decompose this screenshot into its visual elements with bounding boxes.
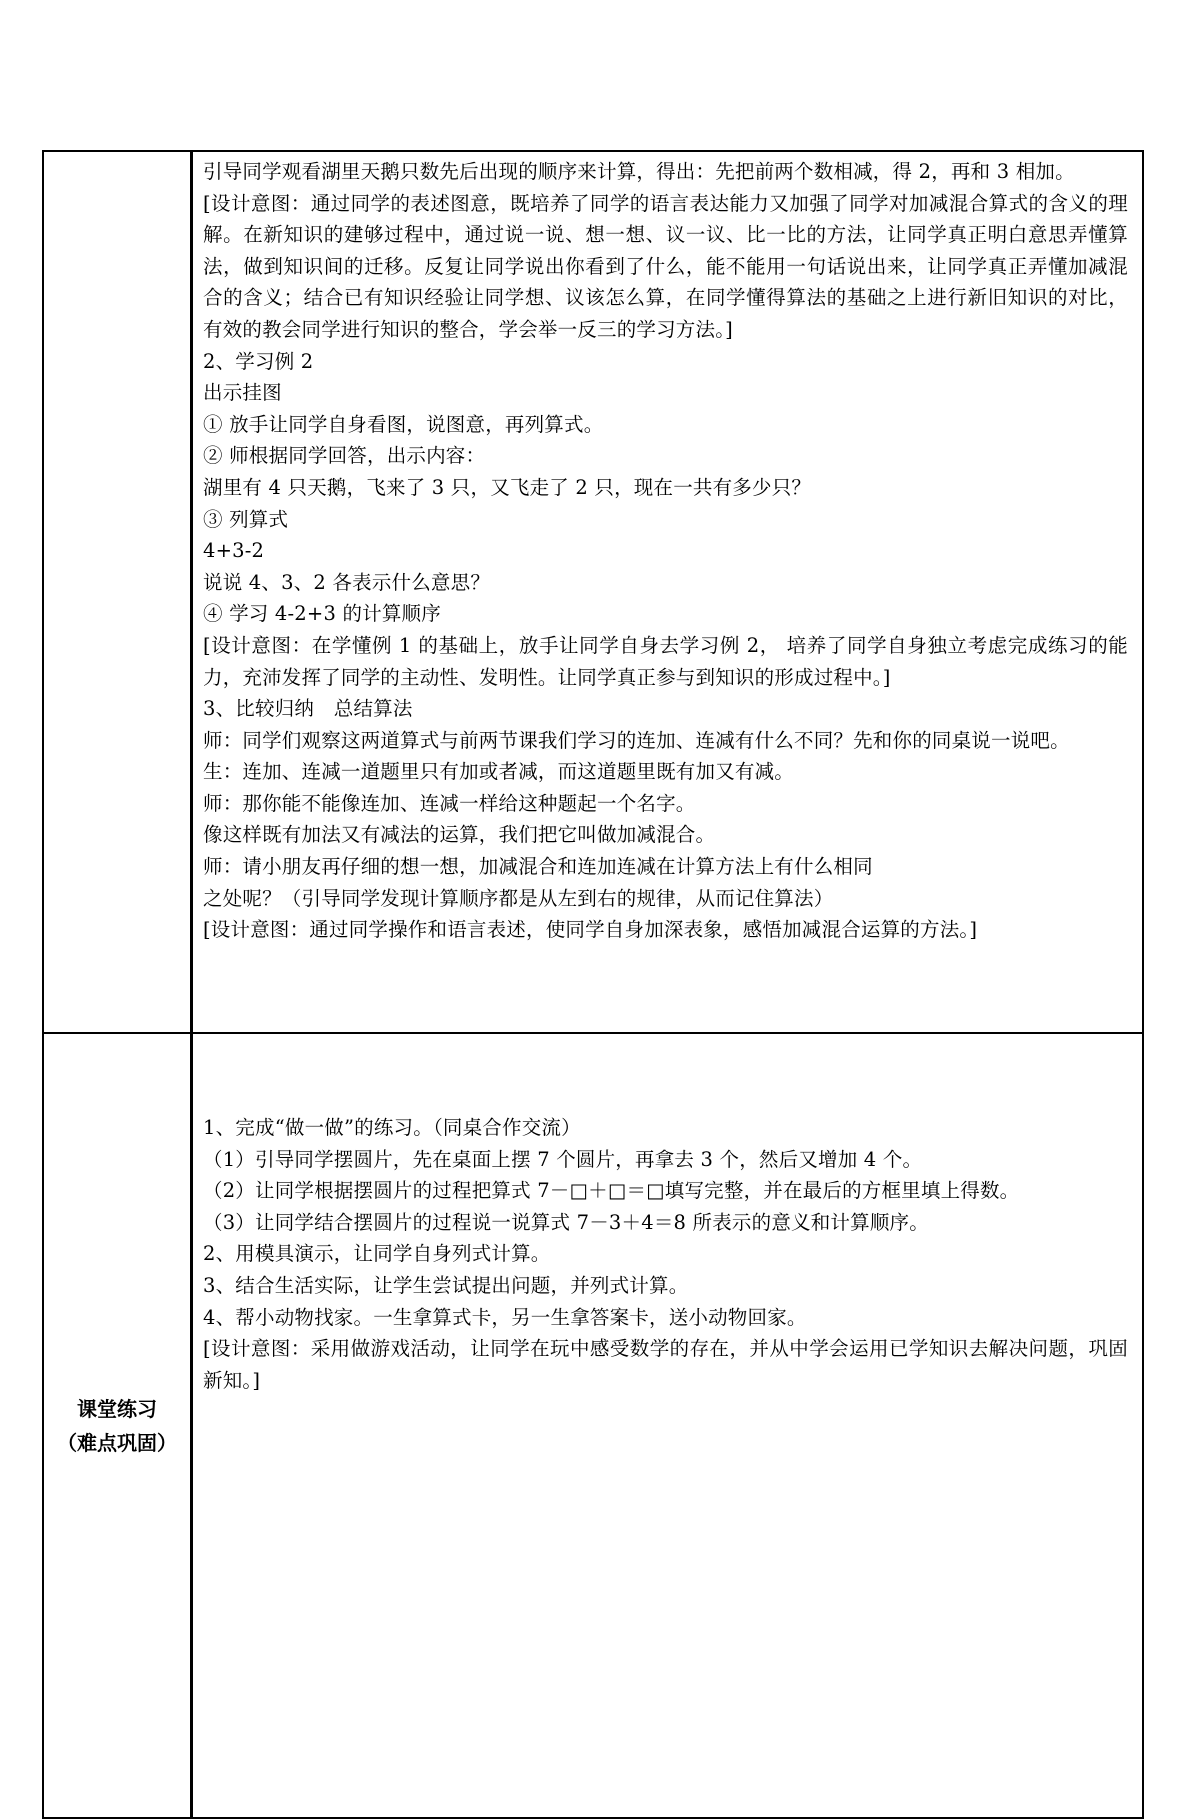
paragraph: ③ 列算式 bbox=[203, 507, 289, 531]
cell-content bbox=[193, 152, 1142, 946]
paragraph: 师：那你能不能像连加、连减一样给这种题起一个名字。 bbox=[203, 791, 696, 815]
paragraph: 4、帮小动物找家。一生拿算式卡，另一生拿答案卡，送小动物回家。 bbox=[203, 1305, 807, 1329]
paragraph: 之处呢？（引导同学发现计算顺序都是从左到右的规律，从而记住算法） bbox=[203, 886, 834, 910]
paragraph: 2、用模具演示，让同学自身列式计算。 bbox=[203, 1242, 551, 1266]
lesson-plan-table bbox=[42, 150, 1144, 1819]
paragraph: [设计意图：采用做游戏活动，让同学在玩中感受数学的存在，并从中学会运用已学知识去解决问题，巩固新知。] bbox=[203, 1337, 1128, 1392]
cell-content bbox=[193, 1034, 1142, 1396]
row-content-cell bbox=[192, 151, 1144, 1033]
paragraph: 1、完成“做一做”的练习。（同桌合作交流） bbox=[203, 1116, 581, 1139]
paragraph: 说说 4、3、2 各表示什么意思？ bbox=[203, 570, 491, 594]
paragraph: 4+3-2 bbox=[203, 539, 265, 563]
paragraph: 3、结合生活实际，让学生尝试提出问题，并列式计算。 bbox=[203, 1273, 689, 1297]
paragraph: 出示挂图 bbox=[203, 381, 282, 405]
table-row bbox=[43, 151, 1143, 1033]
paragraph: 湖里有 4 只天鹅，飞来了 3 只，又飞走了 2 只，现在一共有多少只？ bbox=[203, 475, 812, 499]
paragraph: [设计意图：在学懂例 1 的基础上，放手让同学自身去学习例 2， 培养了同学自身独立考虑完成练习的能力，充沛发挥了同学的主动性、发明性。让同学真正参与到知识的形成过程中。] bbox=[203, 633, 1128, 689]
paragraph: 2、学习例 2 bbox=[203, 349, 314, 373]
paragraph: 引导同学观看湖里天鹅只数先后出现的顺序来计算，得出：先把前两个数相减，得 2，再和 3 相加。 bbox=[203, 160, 1075, 183]
section-subtitle: （难点巩固） bbox=[57, 1430, 177, 1455]
paragraph: （1）引导同学摆圆片，先在桌面上摆 7 个圆片，再拿去 3 个，然后又增加 4 个。 bbox=[203, 1147, 923, 1171]
paragraph: [设计意图：通过同学的表述图意，既培养了同学的语言表达能力又加强了同学对加减混合算式的含义的理解。在新知识的建够过程中，通过说一说、想一想、议一议、比一比的方法，让同学真正明白意思弄懂算法，做到知识间的迁移。反复让同学说出你看到了什么，能不能用一句话说出来，让同学真正弄懂加减混合的含义；结合已有知识经验让同学想、议该怎么算，在同学懂得算法的基础之上进行新旧知识的对比，有效的教会同学进行知识的整合，学会举一反三的学习方法。] bbox=[203, 191, 1128, 341]
paragraph: 师：同学们观察这两道算式与前两节课我们学习的连加、连减有什么不同？先和你的同桌说一说吧。 bbox=[203, 728, 1070, 752]
paragraph: [设计意图：通过同学操作和语言表述，使同学自身加深表象，感悟加减混合运算的方法。] bbox=[203, 918, 978, 942]
paragraph: （2）让同学根据摆圆片的过程把算式 7－□＋□＝□填写完整，并在最后的方框里填上得数。 bbox=[203, 1179, 1020, 1203]
paragraph: ① 放手让同学自身看图，说图意，再列算式。 bbox=[203, 412, 604, 436]
section-title: 课堂练习 bbox=[77, 1396, 157, 1421]
row-content-cell bbox=[192, 1033, 1144, 1818]
paragraph: 师：请小朋友再仔细的想一想，加减混合和连加连减在计算方法上有什么相同 bbox=[203, 855, 873, 879]
paragraph: 3、比较归纳 总结算法 bbox=[203, 697, 413, 721]
paragraph: （3）让同学结合摆圆片的过程说一说算式 7－3＋4＝8 所表示的意义和计算顺序。 bbox=[203, 1210, 929, 1234]
paragraph: 生：连加、连减一道题里只有加或者减，而这道题里既有加又有减。 bbox=[203, 760, 795, 784]
paragraph: 像这样既有加法又有减法的运算，我们把它叫做加减混合。 bbox=[203, 823, 716, 847]
paragraph: ② 师根据同学回答，出示内容： bbox=[203, 444, 486, 468]
paragraph: ④ 学习 4-2+3 的计算顺序 bbox=[203, 602, 441, 626]
table-row bbox=[43, 1033, 1143, 1818]
row-label-cell bbox=[43, 151, 192, 1033]
row-label-cell bbox=[43, 1033, 192, 1818]
